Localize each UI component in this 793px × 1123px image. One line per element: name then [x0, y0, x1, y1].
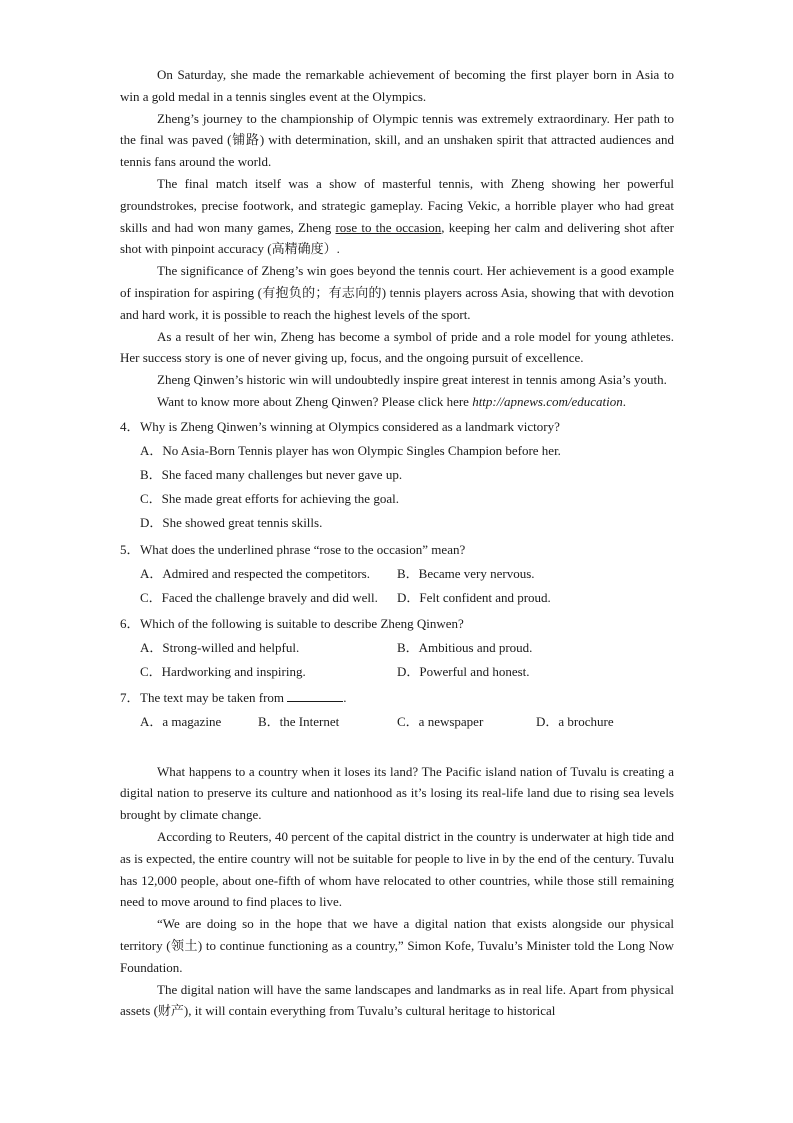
question-stem [120, 612, 674, 636]
content-column [120, 64, 674, 1022]
option-a[interactable]: A．No Asia-Born Tennis player has won Olympic Singles Champion before her. [140, 442, 561, 458]
options [120, 562, 674, 610]
text: The text may be taken from [140, 690, 288, 706]
paragraph: “We are doing so in the hope that we have a digital nation that exists alongside our physical territory (领土) to continue functioning as a country,” Simon Kofe, Tuvalu’s Minister told the Long Now Foundation. [120, 916, 674, 975]
option-b[interactable]: B．Ambitious and proud. [397, 639, 533, 655]
text: Want to know more about Zheng Qinwen? Please click here [157, 393, 473, 409]
passage-tuvalu [120, 761, 674, 1023]
question-6 [120, 612, 674, 684]
question-number: 5． [120, 541, 140, 557]
option-row [140, 660, 674, 684]
option-row [140, 562, 674, 586]
option-d[interactable]: D．a brochure [536, 714, 614, 730]
option-row [140, 710, 674, 734]
paragraph: The significance of Zheng’s win goes beyond the tennis court. Her achievement is a good example of inspiration for aspiring (有抱负的；有志向的) tennis players across Asia, showing that with devotion and hard work, it is possible to reach the highest levels of the sport. [120, 263, 674, 322]
option-c[interactable]: C．a newspaper [397, 714, 484, 730]
option-d[interactable]: D．She showed great tennis skills. [140, 515, 323, 531]
option-a[interactable]: A．Admired and respected the competitors. [140, 565, 370, 581]
option-d[interactable]: D．Felt confident and proud. [397, 589, 551, 605]
option-b[interactable]: B．Became very nervous. [397, 565, 535, 581]
options [120, 636, 674, 684]
question-stem [120, 415, 674, 439]
question-text [140, 686, 347, 710]
option-row [140, 636, 674, 660]
question-number: 6． [120, 615, 140, 631]
paragraph [120, 173, 674, 260]
paragraph: What happens to a country when it loses its land? The Pacific island nation of Tuvalu is creating a digital nation to preserve its culture and nationhood as it’s losing its real-life land due to rising sea levels brought by climate change. [120, 763, 674, 823]
paragraph: On Saturday, she made the remarkable achievement of becoming the first player born in Asia to win a gold medal in a tennis singles event at the Olympics. [120, 67, 674, 104]
question-text: Why is Zheng Qinwen’s winning at Olympics considered as a landmark victory? [140, 418, 560, 434]
text: , keeping her calm and delivering shot after shot with pinpoint accuracy (高精确度）. [120, 219, 675, 257]
link-url[interactable]: http://apnews.com/education [472, 393, 623, 409]
paragraph: The digital nation will have the same landscapes and landmarks as in real life. Apart from physical assets (财产), it will contain everything from Tuvalu’s cultural heritage to historical [120, 981, 674, 1019]
text: The final match itself was a show of masterful tennis, with Zheng showing her powerful groundstrokes, precise footwork, and strategic gameplay. Facing Vekic, a horrible player who had great skills and had won many games, Zheng [120, 175, 674, 235]
question-5 [120, 538, 674, 610]
option-c[interactable]: C．She made great efforts for achieving the goal. [140, 491, 399, 507]
paragraph: Zheng Qinwen’s historic win will undoubtedly inspire great interest in tennis among Asia’s youth. [157, 372, 667, 388]
text: . [343, 690, 347, 706]
questions [120, 415, 674, 735]
question-4 [120, 415, 674, 536]
option-d[interactable]: D．Powerful and honest. [397, 664, 530, 680]
question-7 [120, 686, 674, 734]
question-stem [120, 686, 674, 710]
text: . [622, 393, 626, 409]
paragraph: Zheng’s journey to the championship of Olympic tennis was extremely extraordinary. Her path to the final was paved (铺路) with determination, skill, and an unshaken spirit that attracted audiences and tennis fans around the world. [120, 110, 674, 170]
options [120, 710, 674, 734]
option-c[interactable]: C．Faced the challenge bravely and did well. [140, 589, 378, 605]
option-a[interactable]: A．Strong-willed and helpful. [140, 639, 300, 655]
paragraph [120, 391, 674, 413]
passage-zheng-qinwen [120, 64, 674, 413]
paragraph: As a result of her win, Zheng has become a symbol of pride and a role model for young athletes. Her success story is one of never giving up, focus, and the ongoing pursuit of excellence. [120, 328, 674, 366]
question-number: 4． [120, 418, 140, 434]
question-text: Which of the following is suitable to describe Zheng Qinwen? [140, 615, 464, 631]
answer-blank[interactable] [287, 689, 343, 702]
option-a[interactable]: A．a magazine [140, 714, 222, 730]
question-number: 7． [120, 690, 140, 706]
option-c[interactable]: C．Hardworking and inspiring. [140, 664, 306, 680]
option-row [140, 586, 674, 610]
options [120, 439, 674, 536]
question-text: What does the underlined phrase “rose to the occasion” mean? [140, 541, 466, 557]
question-stem [120, 538, 674, 562]
underlined-phrase: rose to the occasion [335, 219, 442, 235]
option-b[interactable]: B．the Internet [258, 714, 340, 730]
paragraph: According to Reuters, 40 percent of the capital district in the country is underwater at high tide and as is expected, the entire country will not be suitable for people to live in by the end of the century. Tuvalu has 12,000 people, about one-fifth of whom have relocated to other countries, while those still remaining need to move around to find places to live. [120, 828, 674, 910]
option-b[interactable]: B．She faced many challenges but never gave up. [140, 466, 403, 482]
